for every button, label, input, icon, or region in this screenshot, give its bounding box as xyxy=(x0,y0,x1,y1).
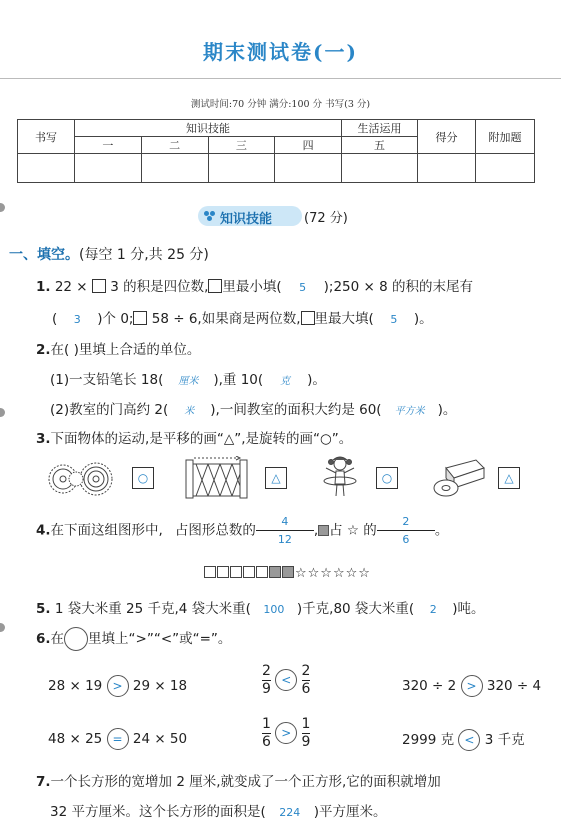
question-2-line-1 xyxy=(50,368,326,388)
q5-text: )吨。 xyxy=(452,601,485,617)
test-info: 测试时间:70 分钟 满分:100 分 书写(3 分) xyxy=(190,99,371,110)
blank-square[interactable] xyxy=(92,279,106,293)
compare-left: 48 × 25 xyxy=(48,731,103,747)
question-3 xyxy=(36,427,352,447)
fraction-numerator: 1 xyxy=(301,716,311,732)
compare-item xyxy=(402,675,541,697)
star-icons: ☆☆☆☆☆☆ xyxy=(295,566,371,581)
knowledge-header: 知识技能 xyxy=(75,120,342,137)
blank-square[interactable] xyxy=(208,279,222,293)
blank-square[interactable] xyxy=(133,311,147,325)
writing-header: 书写 xyxy=(18,120,75,154)
filled-square-icon xyxy=(269,566,281,578)
compare-right: 3 千克 xyxy=(484,732,525,748)
question-number: 2. xyxy=(36,342,51,358)
folding-gate-image xyxy=(184,456,250,500)
section-badge xyxy=(198,206,302,226)
q1-text: );250 × 8 的积的末尾有 xyxy=(323,279,474,295)
section-heading xyxy=(9,244,209,264)
question-number: 5. xyxy=(36,601,51,617)
compare-answer[interactable]: < xyxy=(275,669,297,691)
fraction xyxy=(262,717,271,749)
square-icon xyxy=(217,566,229,578)
score-cell[interactable] xyxy=(75,154,142,183)
question-number: 7. xyxy=(36,774,51,790)
binding-mark xyxy=(0,623,5,632)
compare-answer[interactable]: < xyxy=(458,729,480,751)
q5-text: )千克,80 袋大米重( xyxy=(296,601,415,617)
answer[interactable]: 克 xyxy=(280,376,291,387)
q2-stem: 在( )里填上合适的单位。 xyxy=(50,342,201,358)
question-1-line-2 xyxy=(52,307,433,327)
score-cell[interactable] xyxy=(141,154,208,183)
square-icon xyxy=(163,524,175,536)
q2-text: ),重 10( xyxy=(213,372,264,388)
binding-mark xyxy=(0,408,5,417)
fraction-numerator: 4 xyxy=(281,515,289,528)
question-number: 3. xyxy=(36,431,51,447)
q1-text: )个 0; xyxy=(97,311,134,327)
question-number: 1. xyxy=(36,279,51,295)
compare-item xyxy=(262,717,310,749)
hula-hoop-girl-image xyxy=(316,456,364,500)
square-icon xyxy=(204,566,216,578)
score-cell[interactable] xyxy=(208,154,275,183)
fraction-denominator: 9 xyxy=(262,680,271,697)
q1-text: 22 × xyxy=(50,279,92,295)
compare-answer[interactable]: > xyxy=(461,675,483,697)
shape-row xyxy=(204,566,371,581)
question-6 xyxy=(36,627,231,651)
q2-text: )。 xyxy=(307,372,326,388)
compare-item xyxy=(262,664,310,696)
q6-text: 里填上“>”“<”或“=”。 xyxy=(88,631,232,647)
answer[interactable]: 3 xyxy=(73,313,81,326)
answer[interactable]: 2 xyxy=(429,603,437,616)
badge-points: (72 分) xyxy=(304,211,348,226)
question-7-line-2 xyxy=(50,800,387,820)
q2-text: )。 xyxy=(437,402,457,418)
square-icon xyxy=(230,566,242,578)
q3-stem: 下面物体的运动,是平移的画“△”,是旋转的画“○”。 xyxy=(50,431,353,447)
dots-icon xyxy=(204,211,216,221)
q1-text: 3 的积是四位数, xyxy=(105,279,209,295)
compare-right: 320 ÷ 4 xyxy=(486,678,542,694)
q4-text: 。 xyxy=(434,522,449,539)
score-table xyxy=(17,119,535,183)
q6-text: 在 xyxy=(50,631,65,647)
q1-text: ( xyxy=(52,311,58,327)
compare-answer[interactable]: > xyxy=(275,722,297,744)
part-3: 三 xyxy=(208,137,275,154)
question-5 xyxy=(36,597,484,617)
score-cell[interactable] xyxy=(342,154,418,183)
answer[interactable]: 厘米 xyxy=(178,376,199,387)
section-note: (每空 1 分,共 25 分) xyxy=(79,247,209,263)
extra-header: 附加题 xyxy=(476,120,535,154)
binding-mark xyxy=(0,203,5,212)
fraction-numerator: 2 xyxy=(402,515,410,528)
fraction xyxy=(302,717,311,749)
part-5: 五 xyxy=(342,137,418,154)
filled-square-icon xyxy=(318,525,329,536)
q7-text: )平方厘米。 xyxy=(313,804,387,820)
answer[interactable]: 5 xyxy=(299,281,307,294)
compare-item xyxy=(402,728,525,751)
q4-text: , xyxy=(313,522,319,539)
section-head: 一、填空。 xyxy=(9,247,79,263)
page-title: 期末测试卷(一) xyxy=(203,40,358,64)
fraction-numerator: 1 xyxy=(262,716,271,732)
q1-text: 里最小填( xyxy=(222,279,282,295)
fraction-numerator: 2 xyxy=(301,663,311,679)
answer-box[interactable]: △ xyxy=(498,467,520,489)
score-cell[interactable] xyxy=(418,154,476,183)
fraction xyxy=(262,664,271,696)
q1-text: )。 xyxy=(413,311,433,327)
blank-square[interactable] xyxy=(301,311,315,325)
q4-stem: 在下面这组图形中, xyxy=(50,522,163,539)
q7-text: 32 平方厘米。这个长方形的面积是( xyxy=(50,804,266,820)
score-header: 得分 xyxy=(418,120,476,154)
question-1-line-1 xyxy=(36,275,473,295)
answer-box[interactable]: ○ xyxy=(376,467,398,489)
compare-item xyxy=(48,675,187,697)
question-7-line-1 xyxy=(36,770,441,790)
q7-text: 一个长方形的宽增加 2 厘米,就变成了一个正方形,它的面积就增加 xyxy=(50,774,441,790)
score-cell[interactable] xyxy=(275,154,342,183)
answer-box[interactable]: ○ xyxy=(132,467,154,489)
compare-left: 2999 克 xyxy=(402,732,455,748)
answer[interactable]: 224 xyxy=(279,806,301,819)
part-1: 一 xyxy=(75,137,142,154)
divider xyxy=(0,78,561,79)
life-header: 生活运用 xyxy=(342,120,418,137)
compare-left: 320 ÷ 2 xyxy=(402,678,457,694)
cd-player-image xyxy=(432,458,488,500)
fraction xyxy=(302,664,311,696)
q4-text: 占 ☆ 的 xyxy=(329,522,377,539)
fraction-denominator: 6 xyxy=(262,733,271,750)
score-cell[interactable] xyxy=(18,154,75,183)
compare-right: 29 × 18 xyxy=(132,678,188,694)
q5-text: 1 袋大米重 25 千克,4 袋大米重( xyxy=(50,601,251,617)
fraction-denominator: 6 xyxy=(301,680,311,697)
square-icon xyxy=(243,566,255,578)
gears-image xyxy=(46,462,126,496)
compare-item xyxy=(48,728,187,750)
filled-square-icon xyxy=(282,566,294,578)
compare-answer[interactable]: > xyxy=(107,675,129,697)
compare-right: 24 × 50 xyxy=(132,731,188,747)
question-number: 6. xyxy=(36,631,51,647)
fraction-denominator: 9 xyxy=(301,733,311,750)
answer[interactable]: 5 xyxy=(390,313,398,326)
badge-label: 知识技能 xyxy=(220,212,273,227)
q2-text: (1)一支铅笔长 18( xyxy=(50,372,164,388)
answer-fraction[interactable] xyxy=(256,515,314,546)
compare-answer[interactable]: = xyxy=(107,728,129,750)
answer[interactable]: 米 xyxy=(184,406,195,417)
q4-text: 占图形总数的 xyxy=(174,522,256,539)
question-4 xyxy=(36,515,448,546)
part-4: 四 xyxy=(275,137,342,154)
q2-text: ),一间教室的面积大约是 60( xyxy=(210,402,382,418)
q1-text: 里最大填( xyxy=(314,311,374,327)
answer[interactable]: 平方米 xyxy=(394,406,425,417)
answer-box[interactable]: △ xyxy=(265,467,287,489)
fraction-denominator: 12 xyxy=(277,533,292,546)
answer[interactable]: 100 xyxy=(263,603,285,616)
compare-left: 28 × 19 xyxy=(48,678,103,694)
q2-text: (2)教室的门高约 2( xyxy=(50,402,169,418)
question-2 xyxy=(36,338,200,358)
fraction-denominator: 6 xyxy=(402,533,410,546)
fraction-numerator: 2 xyxy=(262,663,271,679)
q1-text: 58 ÷ 6,如果商是两位数, xyxy=(147,311,301,327)
part-2: 二 xyxy=(141,137,208,154)
question-2-line-2 xyxy=(50,398,456,418)
circle-blank-icon xyxy=(64,627,88,651)
square-icon xyxy=(256,566,268,578)
question-number: 4. xyxy=(36,522,51,539)
answer-fraction[interactable] xyxy=(377,515,435,546)
score-cell[interactable] xyxy=(476,154,535,183)
